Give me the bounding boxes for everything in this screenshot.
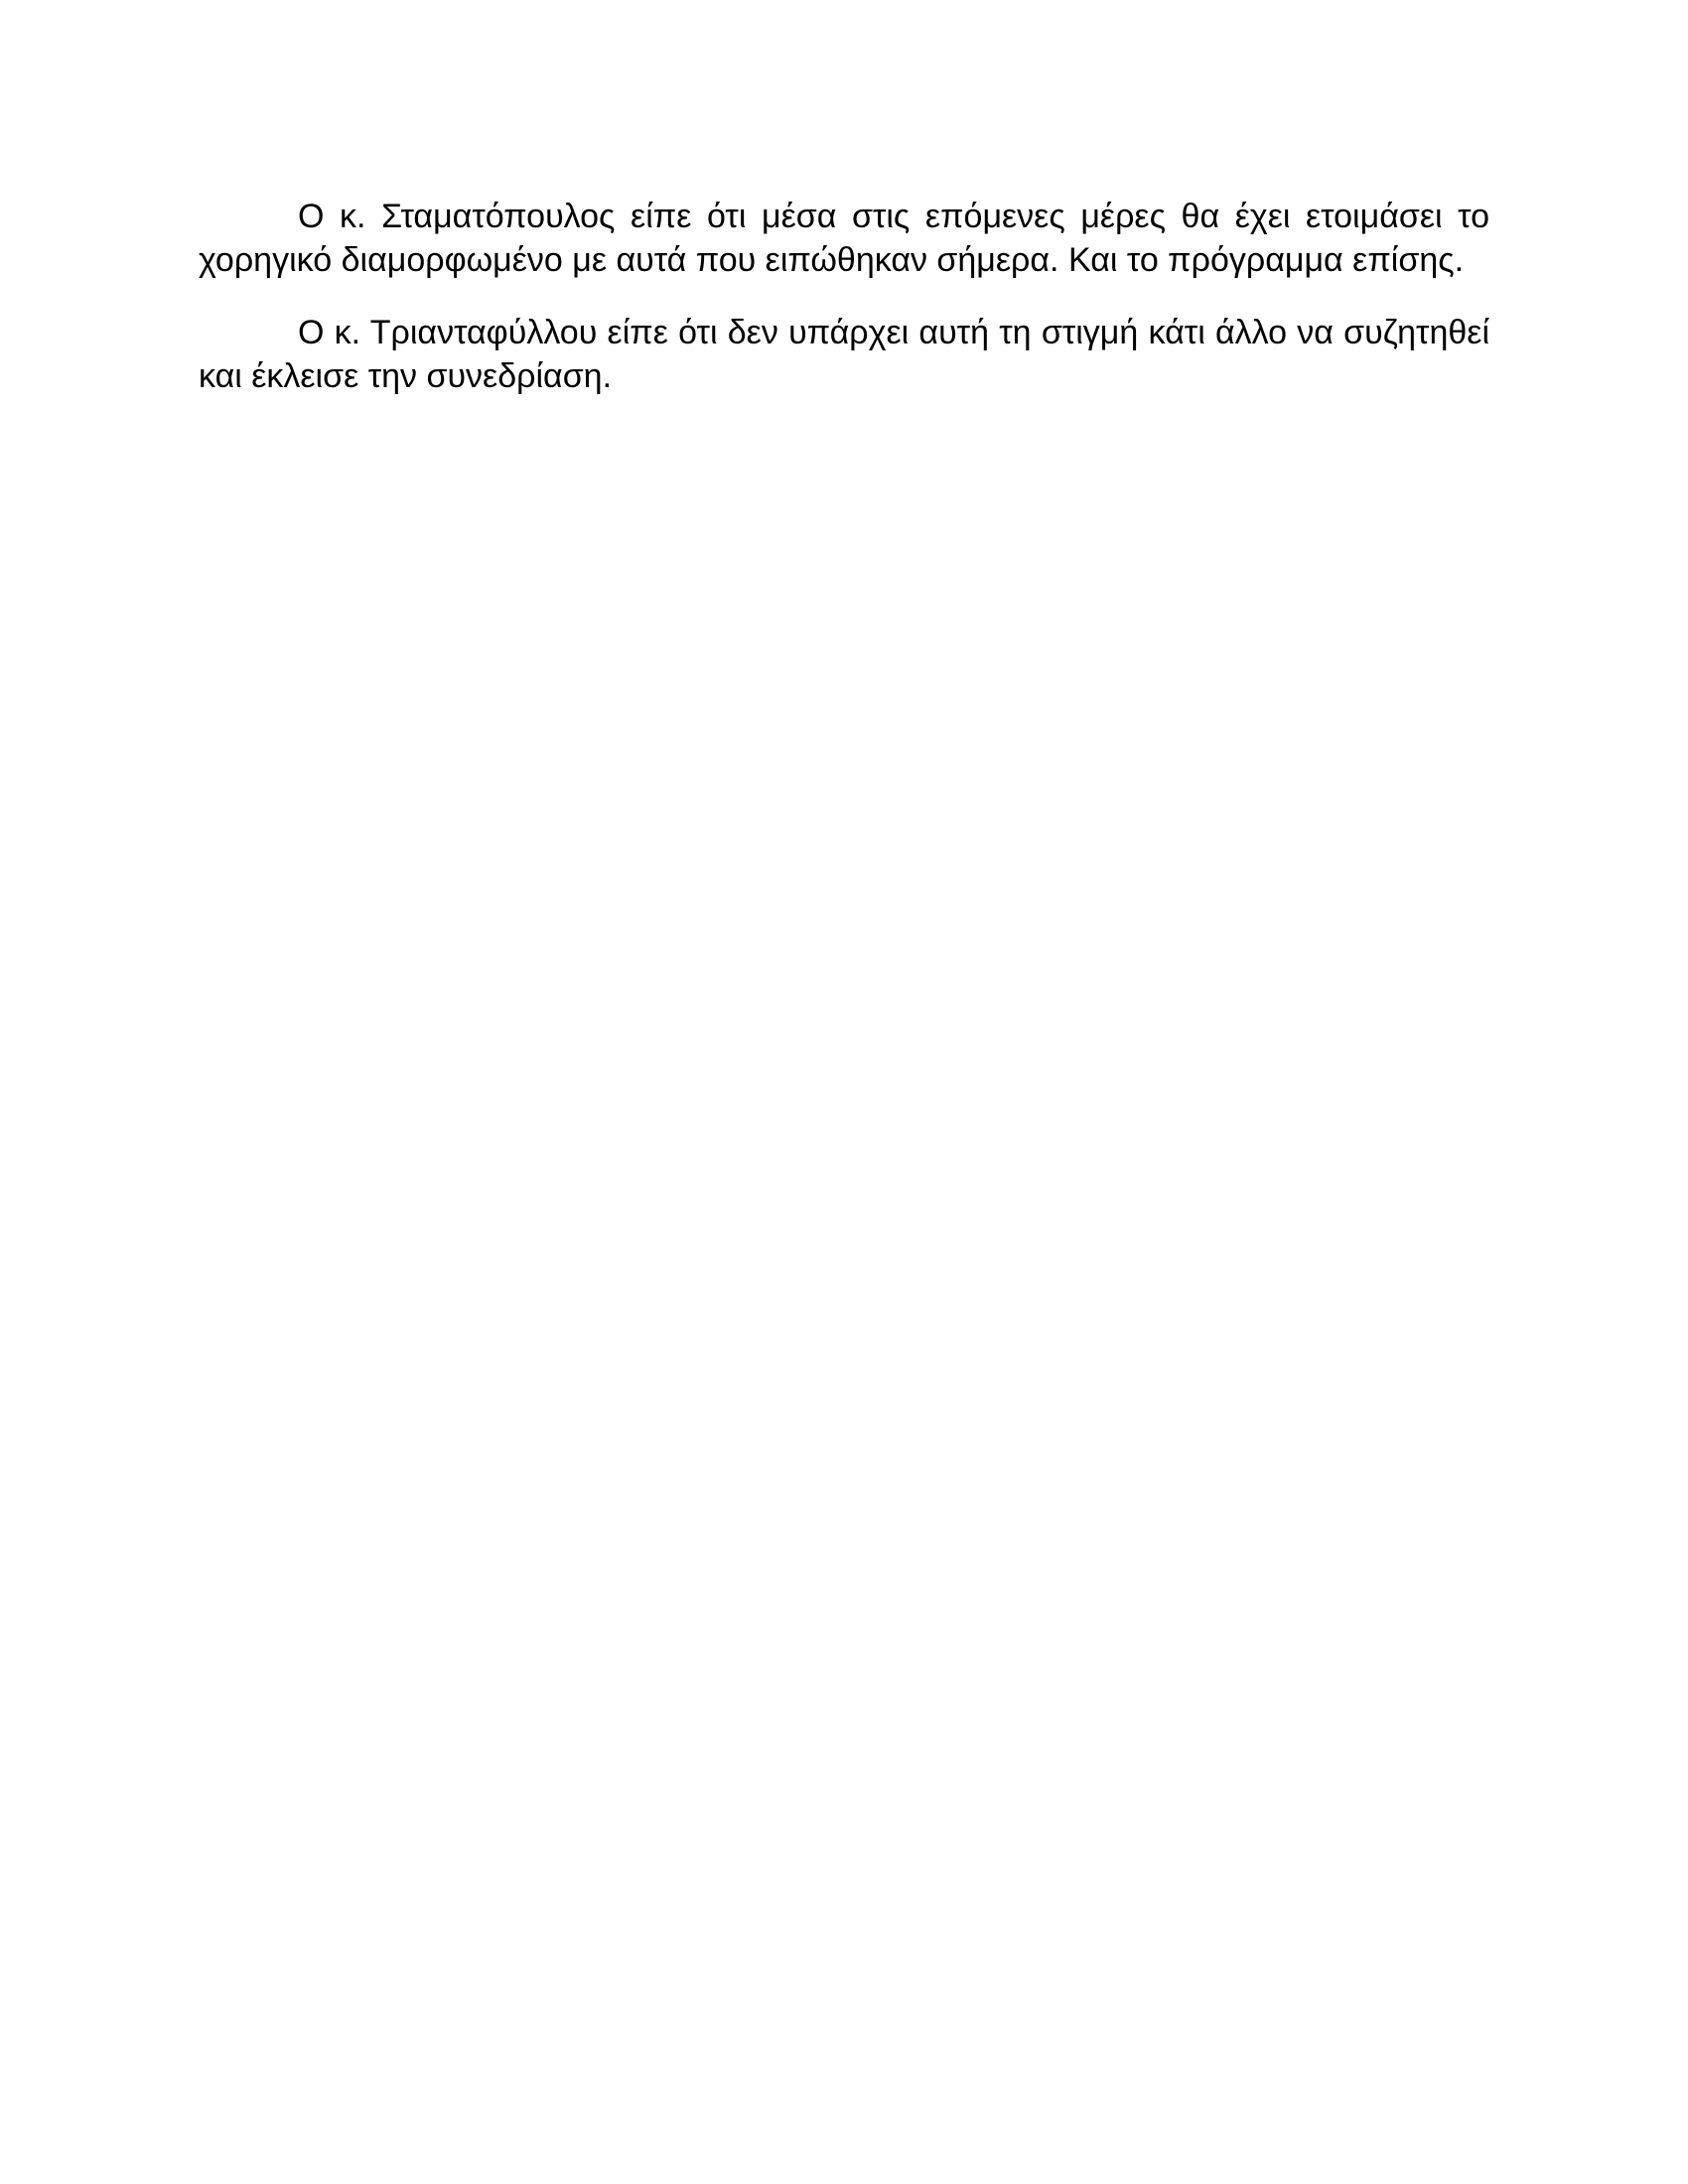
paragraph-1-line-2: χορηγικό διαμορφωμένο με αυτά που ειπώθηκαν σήμερα. Και το πρόγραμμα επίσης.	[199, 241, 1465, 279]
paragraph-2-line-1: Ο κ. Τριανταφύλλου είπε ότι δεν υπάρχει αυτή τη στιγμή κάτι άλλο να συζητηθεί	[298, 314, 1489, 351]
paragraph-2-line-2: και έκλεισε την συνεδρίαση.	[199, 357, 613, 395]
paragraph-2	[199, 311, 1489, 398]
document-text-block	[199, 195, 1489, 427]
paragraph-1	[199, 195, 1489, 282]
paragraph-1-line-1: Ο κ. Σταματόπουλος είπε ότι μέσα στις επόμενες μέρες θα έχει ετοιμάσει το	[298, 198, 1489, 235]
